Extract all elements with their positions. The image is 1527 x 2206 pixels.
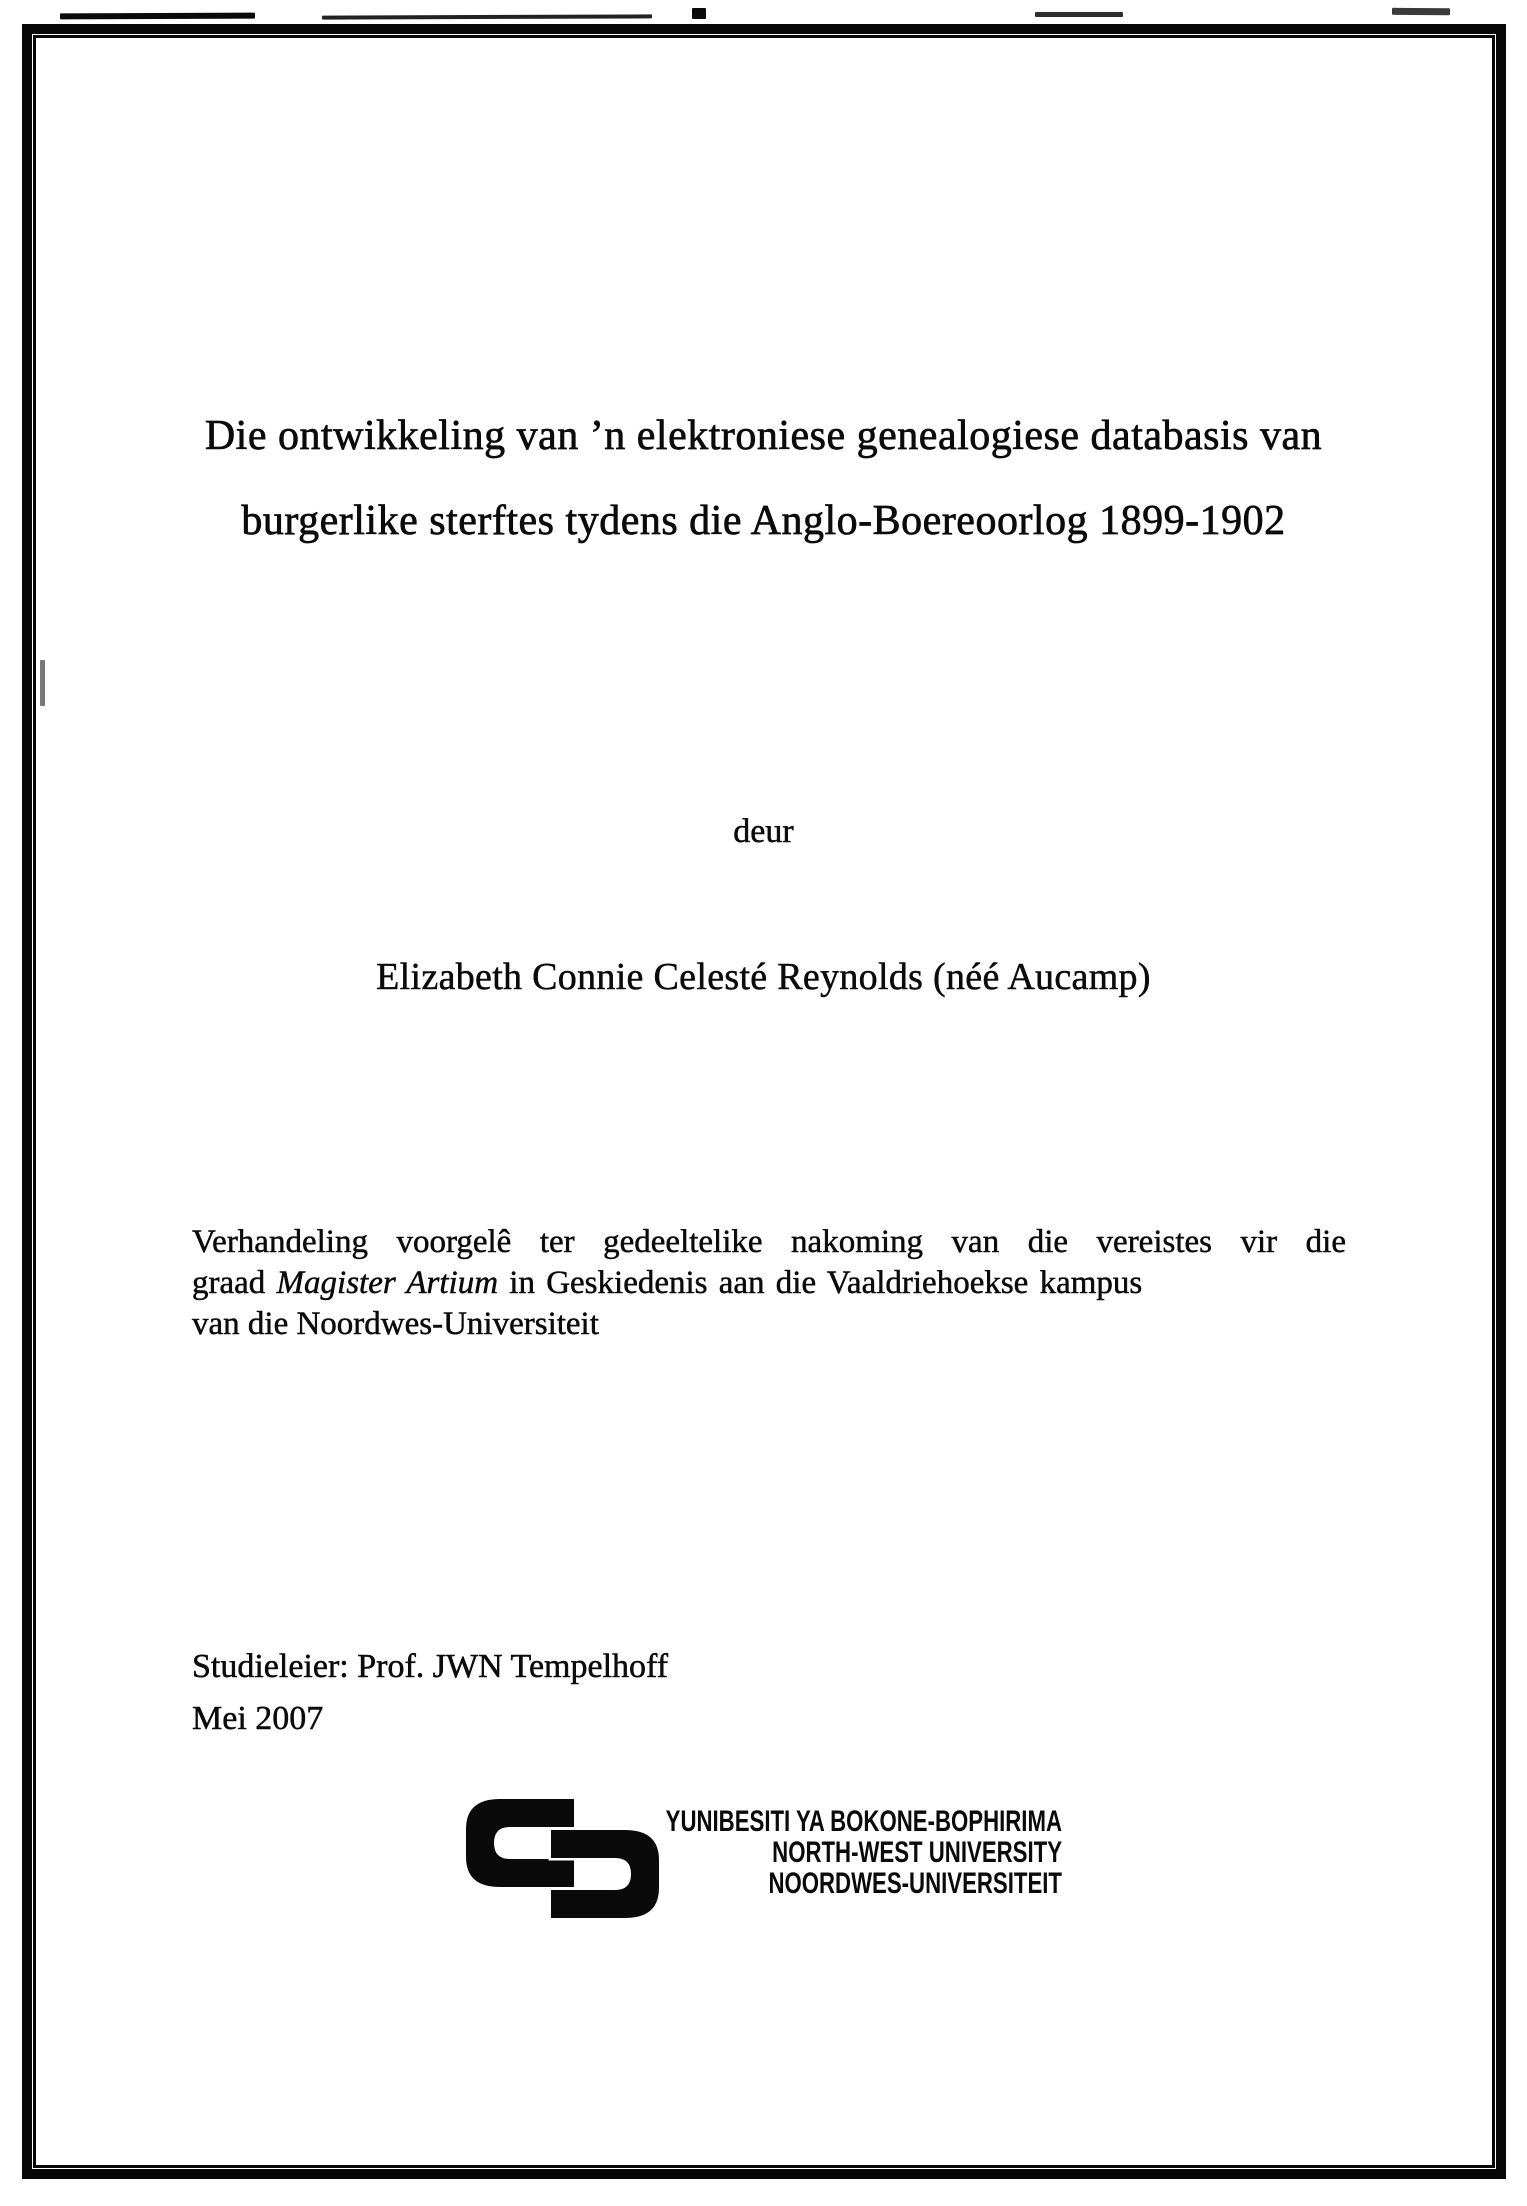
supervisor-line: Studieleier: Prof. JWN Tempelhoff [192, 1648, 669, 1685]
statement-line-1: Verhandeling voorgelê ter gedeeltelike nakoming van die vereistes vir die [192, 1224, 1346, 1260]
thesis-title-line-1: Die ontwikkeling van ’n elektroniese genealogiese databasis van [204, 413, 1323, 459]
scan-artifact [1392, 8, 1450, 15]
university-name-english: NORTH-WEST UNIVERSITY [772, 1836, 1062, 1869]
university-wordmark [588, 1806, 1062, 1899]
university-name-afrikaans: NOORDWES-UNIVERSITEIT [768, 1867, 1062, 1900]
scan-artifact [322, 14, 652, 19]
submission-statement [192, 1222, 1346, 1345]
byline-label: deur [733, 813, 794, 850]
scan-artifact [60, 13, 255, 20]
thesis-title-line-2: burgerlike sterftes tydens die Anglo-Boereoorlog 1899-1902 [241, 498, 1286, 544]
university-name-setswana: YUNIBESITI YA BOKONE-BOPHIRIMA [665, 1805, 1062, 1838]
statement-line-2-prefix: graad [192, 1265, 277, 1301]
scan-artifact [1035, 12, 1123, 17]
scan-artifact [692, 8, 706, 19]
author-name: Elizabeth Connie Celesté Reynolds (néé Aucamp) [376, 956, 1151, 998]
statement-line-2-suffix: in Geskiedenis aan die Vaaldriehoekse kampus [498, 1265, 1143, 1301]
statement-line-2 [192, 1263, 1346, 1304]
thesis-title [110, 394, 1417, 564]
degree-name-italic: Magister Artium [276, 1265, 499, 1301]
statement-line-3: van die Noordwes-Universiteit [192, 1306, 599, 1342]
date-line: Mei 2007 [192, 1700, 324, 1737]
